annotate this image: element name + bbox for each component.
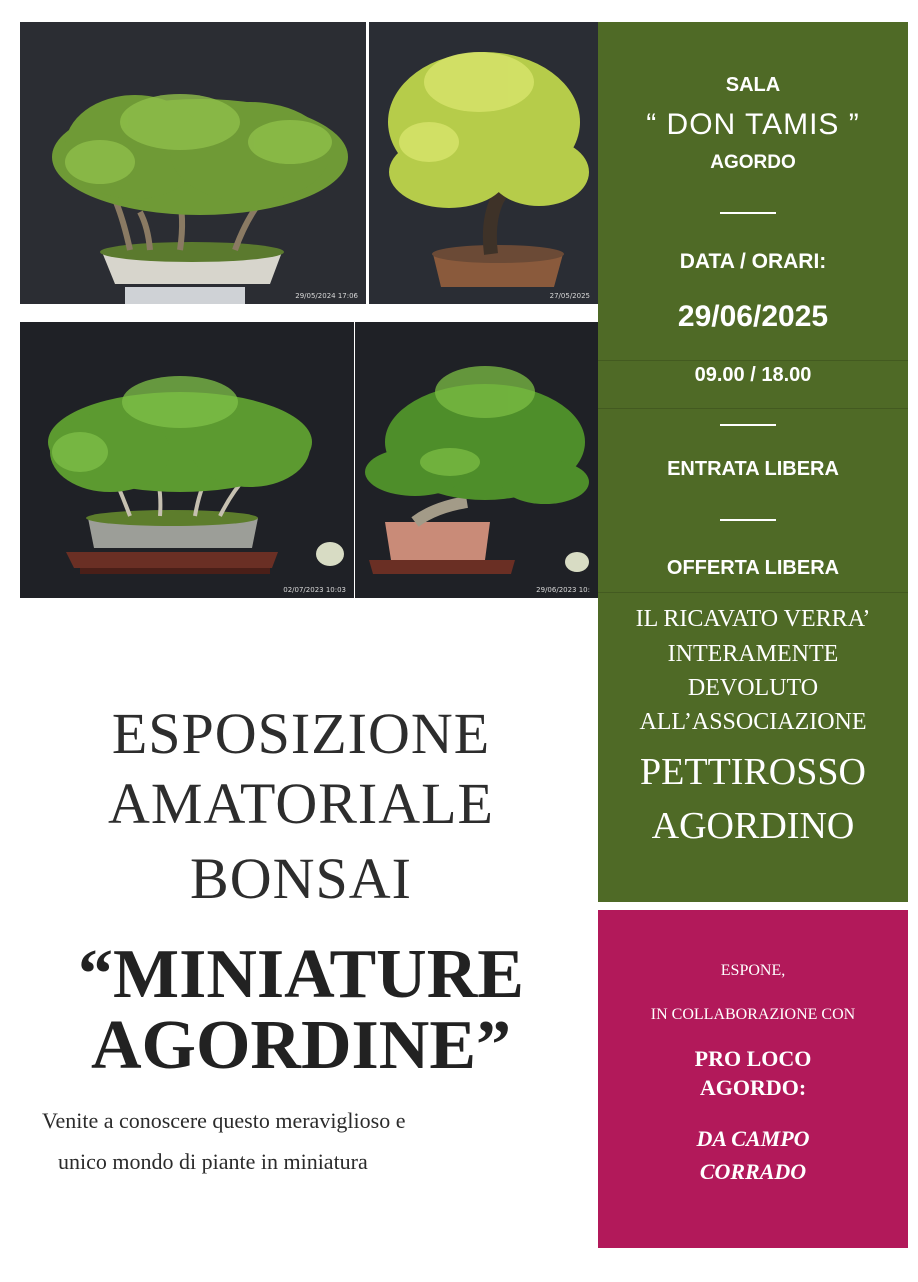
bonsai-photo-1 <box>20 22 366 304</box>
event-hours: 09.00 / 18.00 <box>694 364 812 386</box>
title-line-5: AGORDINE” <box>90 1007 512 1084</box>
divider <box>720 519 776 521</box>
venue-name: “ DON TAMIS ” <box>646 108 860 141</box>
title-line-2: AMATORIALE <box>108 771 494 836</box>
divider-band <box>598 592 908 593</box>
divider-band <box>598 360 908 361</box>
collaboration-label: IN COLLABORAZIONE CON <box>650 1006 856 1023</box>
proloco-line-2: AGORDO: <box>699 1075 807 1100</box>
schedule-label: DATA / ORARI: <box>679 250 827 273</box>
exhibitor-panel <box>598 910 908 1248</box>
venue-sala: SALA <box>725 74 781 96</box>
donation-line-1: IL RICAVATO VERRA’ <box>635 606 871 632</box>
event-date: 29/06/2025 <box>677 300 829 333</box>
bonsai-photo-2 <box>369 22 598 304</box>
photo-timestamp: 27/05/2025 <box>549 292 590 300</box>
divider <box>720 424 776 426</box>
subtitle-line-2: unico mondo di piante in miniatura <box>58 1149 368 1174</box>
proloco-line-1: PRO LOCO <box>694 1046 812 1071</box>
bonsai-elm-image <box>355 322 598 598</box>
exhibitor-name-2: CORRADO <box>699 1159 807 1184</box>
photo-timestamp: 29/05/2024 17:06 <box>295 292 358 300</box>
title-line-3: BONSAI <box>190 846 412 911</box>
venue-town: AGORDO <box>710 152 796 173</box>
offer-text: OFFERTA LIBERA <box>666 557 840 579</box>
espone-label: ESPONE, <box>720 962 786 979</box>
bonsai-photo-3 <box>20 322 354 598</box>
subtitle-line-1: Venite a conoscere questo meraviglioso e <box>42 1108 406 1133</box>
organization-name-1: PETTIROSSO <box>640 751 866 793</box>
bonsai-forest-image <box>20 22 366 304</box>
title-line-4: “MINIATURE <box>78 936 524 1013</box>
photo-timestamp: 29/06/2023 10: <box>536 586 590 594</box>
bonsai-photo-4 <box>355 322 598 598</box>
photo-timestamp: 02/07/2023 10:03 <box>283 586 346 594</box>
info-panel <box>598 22 908 902</box>
bonsai-maple-image <box>369 22 598 304</box>
title-line-1: ESPOSIZIONE <box>111 701 491 766</box>
divider <box>720 212 776 214</box>
exhibitor-name-1: DA CAMPO <box>696 1126 810 1151</box>
donation-line-2: INTERAMENTE <box>667 641 839 667</box>
divider-band <box>598 408 908 409</box>
organization-name-2: AGORDINO <box>651 805 855 847</box>
bonsai-group-image <box>20 322 354 598</box>
donation-line-4: ALL’ASSOCIAZIONE <box>639 709 867 735</box>
entry-text: ENTRATA LIBERA <box>667 458 839 480</box>
donation-line-3: DEVOLUTO <box>687 675 819 701</box>
